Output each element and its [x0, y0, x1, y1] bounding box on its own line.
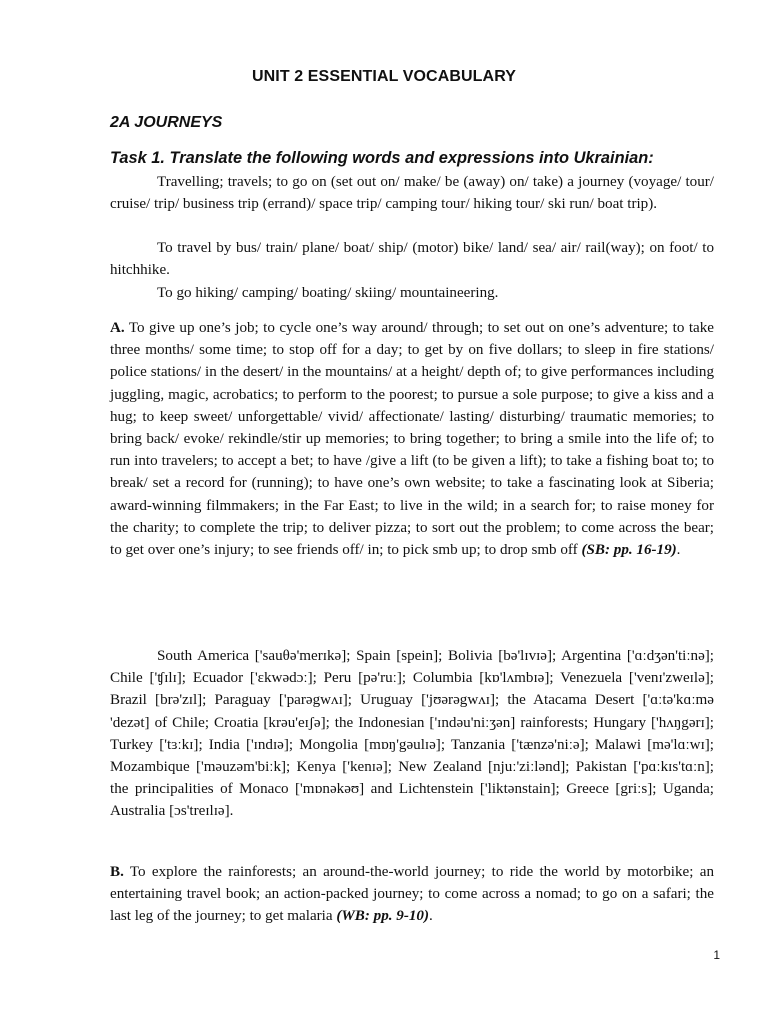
paragraph-go-hiking: To go hiking/ camping/ boating/ skiing/ mountaineering. [157, 285, 499, 301]
paragraph-a-label: A. [110, 320, 125, 336]
paragraph-a [110, 317, 714, 561]
paragraph-a-end: . [676, 542, 681, 559]
section-heading: 2A JOURNEYS [110, 114, 223, 131]
paragraph-b-text: To explore the rainforests; an around-the-world journey; to ride the world by motorbike; an entertaining travel book; an action-packed journey; to come across a nomad; to go on a safari; the last leg of the journey; to get malaria [110, 864, 714, 925]
paragraph-a-text: To give up one’s job; to cycle one’s way around/ through; to set out on one’s adventure; to take three months/ some time; to stop off for a day; to get by on five dollars; to sleep in fire stations/ police stations/ in the desert/ in the mountains/ at a height/ depth of; to give performances including juggling, magic, acrobatics; to perform to the poorest; to pursue a sole purpose; to give a kiss and a hug; to keep sweet/ unforgettable/ vivid/ affectionate/ lasting/ disturbing/ traumatic memories; to bring back/ evoke/ rekindle/stir up memories; to bring together; to bring a smile into the life of; to run into travelers; to accept a bet; to have /give a lift (to be given a lift); to take a fishing boat to; to break/ set a record for (running); to have one’s own website; to take a fascinating look at Siberia; award-winning filmmakers; in the Far East; to live in the wild; in a search for; to raise money for the charity; to complete the trip; to deliver pizza; to sort out the problem; to come across the bear; to get over one’s injury; to see friends off/ in; to pick smb up; to drop smb off [110, 320, 714, 559]
paragraph-travelling: Travelling; travels; to go on (set out on/ make/ be (away) on/ take) a journey (voyage/ tour/ cruise/ trip/ business trip (errand)/ space trip/ camping tour/ hiking tour/ ski run/ boat trip). [110, 174, 714, 213]
paragraph-south-america: South America ['sauθə'merɪkə]; Spain [spein]; Bolivia [bə'lɪvɪə]; Argentina ['ɑːdʒən'tiːnə]; Chile ['ʧɪlɪ]; Ecuador ['ɛkwədɔː]; Peru [pə'ruː]; Columbia [kɒ'lʌmbɪə]; Venezuela ['venɪ'zweɪlə]; Brazil [brə'zɪl]; Paraguay ['parəgwʌɪ]; Uruguay ['jʊərəgwʌɪ]; the Atacama Desert ['ɑːtə'kɑːmə 'dezət] of Chile; Croatia [krəu'eɪʃə]; the Indonesian ['ɪndəu'niːʒən] rainforests; Hungary ['hʌŋgərɪ]; Turkey ['tɜːkɪ]; India ['ɪndɪə]; Mongolia [mɒŋ'gəulɪə]; Tanzania ['tænzə'niːə]; Malawi [mə'lɑːwɪ]; Mozambique ['məuzəm'biːk]; Kenya ['kenɪə]; New Zealand [njuː'ziːlənd]; Pakistan ['pɑːkɪs'tɑːn]; the principalities of Monaco ['mɒnəkəʊ] and Lichtenstein ['liktənstain]; Greece [griːs]; Uganda; Australia [ɔs'treɪlɪə]. [110, 648, 714, 820]
paragraph-b-reference: (WB: pp. 9-10) [336, 908, 429, 925]
paragraph-travel-by: To travel by bus/ train/ plane/ boat/ ship/ (motor) bike/ land/ sea/ air/ rail(way); on foot/ to hitchhike. [110, 240, 714, 279]
paragraph-b [110, 861, 714, 928]
task-heading: Task 1. Translate the following words and expressions into Ukrainian: [110, 149, 654, 167]
paragraph-b-end: . [429, 908, 433, 925]
paragraph-b-label: B. [110, 864, 124, 880]
paragraph-a-reference: (SB: pp. 16-19) [581, 542, 677, 559]
page-title: UNIT 2 ESSENTIAL VOCABULARY [251, 68, 517, 85]
page-number: 1 [713, 948, 720, 962]
